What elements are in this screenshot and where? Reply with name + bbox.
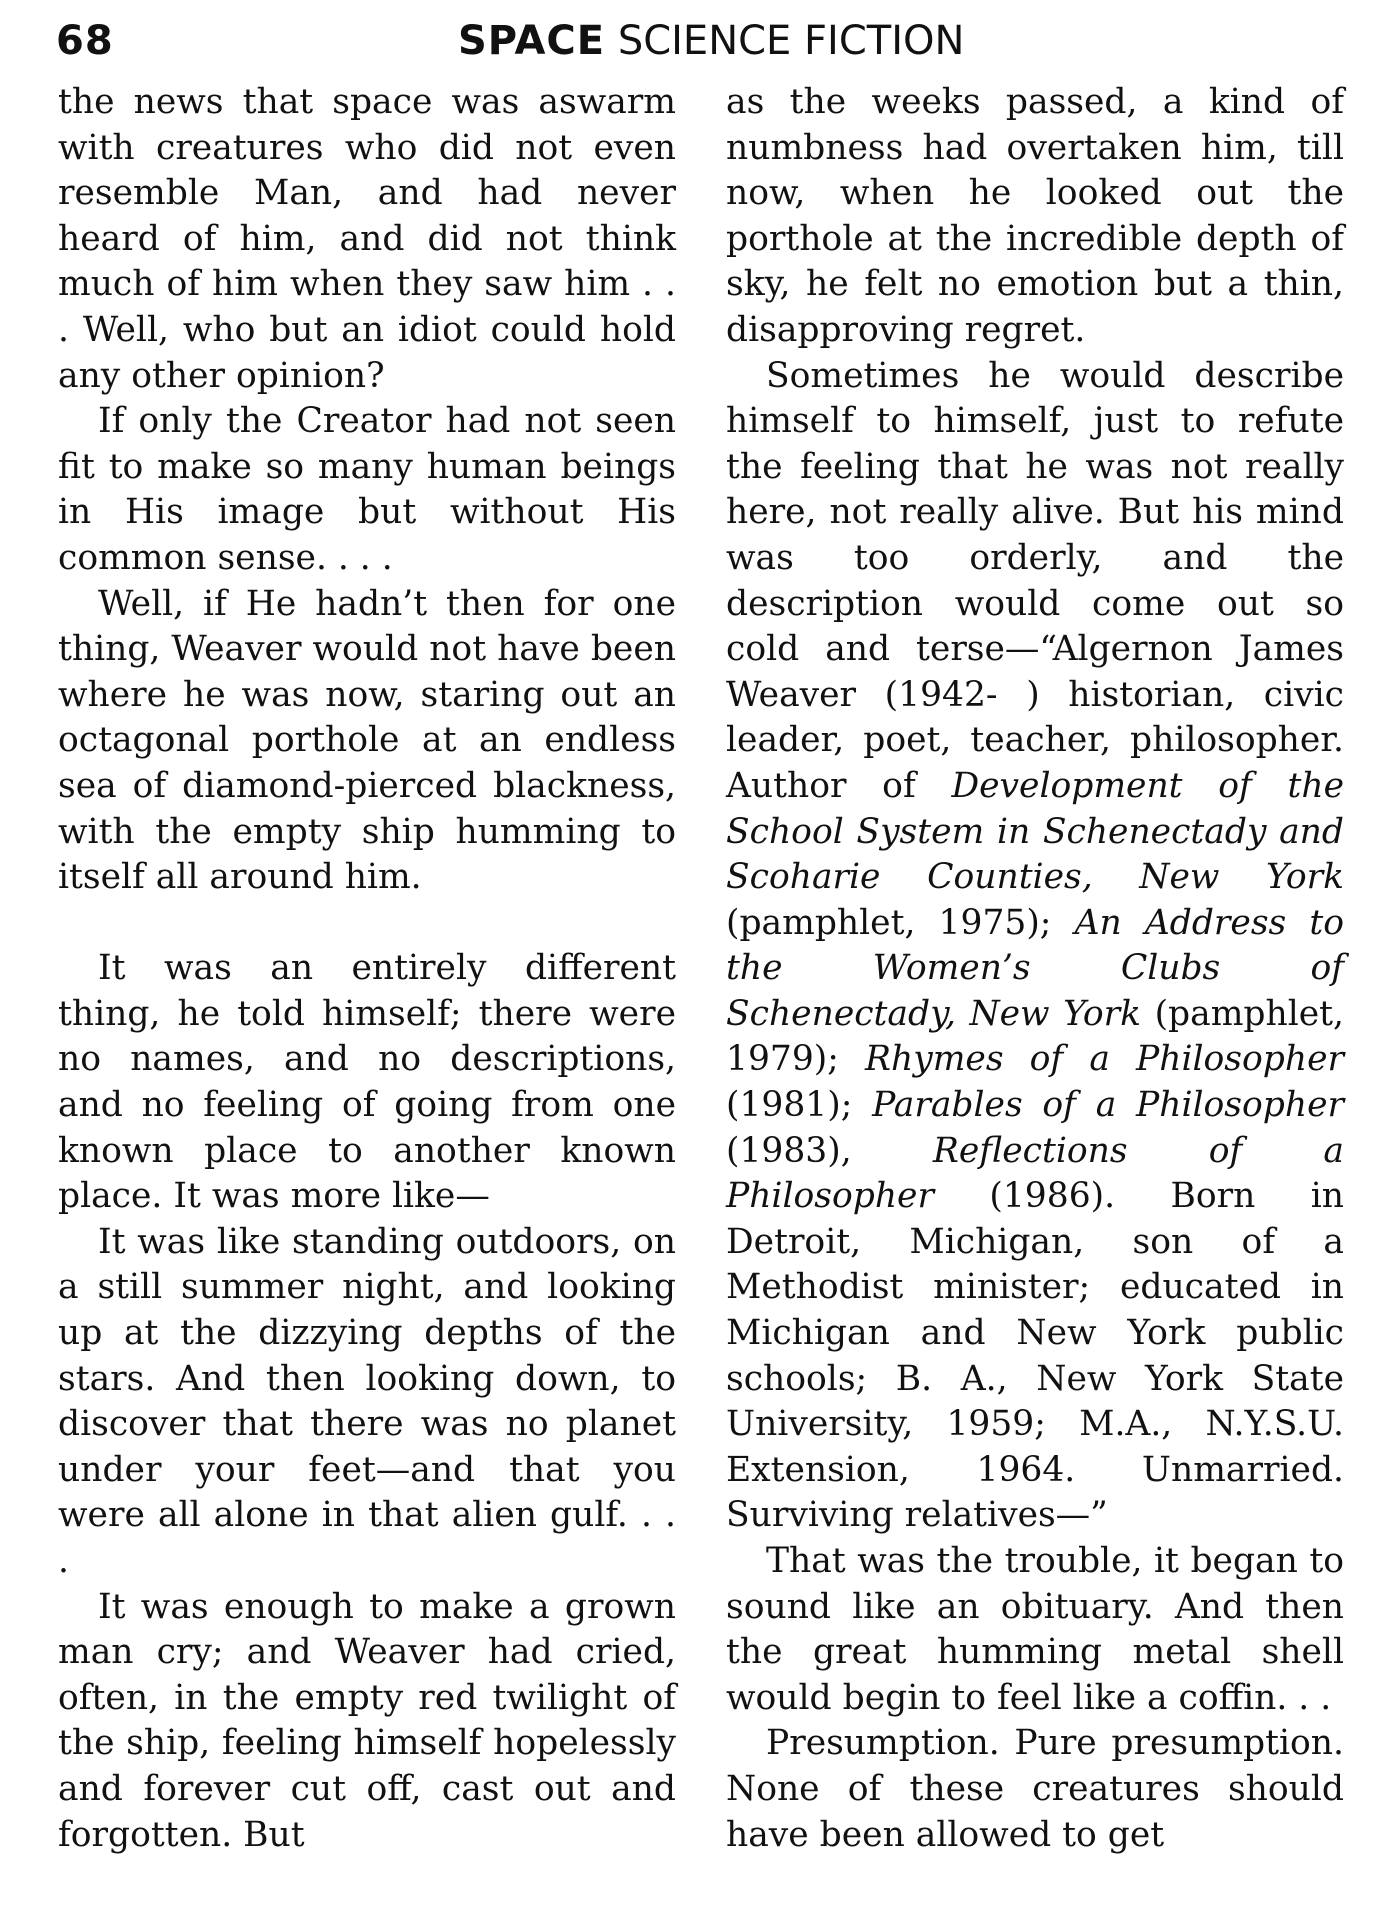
right-paragraph-3: That was the trouble, it began to sound like an obituary. And then the great humming metal shell would begin to feel like a coffin. . .	[726, 1541, 1344, 1718]
left-paragraph-2: If only the Creator had not seen fit to make so many human beings in His image but without His common sense. . . .	[58, 401, 676, 578]
bio-text: Sometimes he would describe himself to himself, just to refute the feeling that he was not really here, not really alive. But his mind was too orderly, and the description would come out so cold and terse—“Algernon James Weaver (1942- ) historian, civic leader, poet, teacher, philosopher. Author of	[726, 355, 1344, 806]
book-title-1: Development of the School System in Schenectady and Scoharie Counties, New York	[726, 765, 1344, 898]
left-paragraph-3: Well, if He hadn’t then for one thing, Weaver would not have been where he was now, staring out an octagonal porthole at an endless sea of diamond-pierced blackness, with the empty ship humming to itself all around him.	[58, 583, 676, 898]
book-title-3: Rhymes of a Philosopher	[865, 1039, 1344, 1080]
bio-text-b: (pamphlet, 1975);	[726, 902, 1075, 943]
left-paragraph-4: It was an entirely different thing, he told himself; there were no names, and no descriptions, and no feeling of going from one known place to another known place. It was more like—	[58, 948, 676, 1217]
book-title-2: An Address to the Women’s Clubs of Schenectady, New York	[726, 902, 1344, 1034]
running-title-bold: SPACE	[458, 18, 606, 64]
bio-text-f: (1986). Born in Detroit, Michigan, son of a Methodist minister; educated in Michigan and New York public schools; B. A., New York State University, 1959; M.A., N.Y.S.U. Extension, 1964. Unmarried. Surviving relatives—”	[726, 1176, 1344, 1536]
running-title	[458, 18, 964, 64]
book-title-4: Parables of a Philosopher	[872, 1085, 1344, 1126]
running-title-rest: SCIENCE FICTION	[617, 18, 965, 64]
right-paragraph-1: as the weeks passed, a kind of numbness had overtaken him, till now, when he looked out the porthole at the incredible depth of sky, he felt no emotion but a thin, disapproving regret.	[726, 82, 1344, 350]
bio-text-c: (pamphlet, 1979);	[726, 993, 1344, 1080]
right-paragraph-4: Presumption. Pure presumption. None of these creatures should have been allowed to get	[726, 1723, 1344, 1855]
left-paragraph-1: the news that space was aswarm with creatures who did not even resemble Man, and had never heard of him, and did not think much of him when they saw him . . . Well, who but an idiot could hold any other opinion?	[58, 82, 676, 396]
right-paragraph-2	[726, 354, 1344, 1539]
left-paragraph-5: It was like standing outdoors, on a still summer night, and looking up at the dizzying depths of the stars. And then looking down, to discover that there was no planet under your feet—and that you were all alone in that alien gulf. . . .	[58, 1221, 676, 1581]
book-title-5: Reflections of a Philosopher	[726, 1130, 1344, 1217]
bio-text-d: (1981);	[726, 1085, 873, 1126]
page-header	[0, 14, 1397, 70]
right-column	[726, 80, 1344, 1858]
left-column	[58, 80, 676, 1858]
left-paragraph-6: It was enough to make a grown man cry; and Weaver had cried, often, in the empty red twilight of the ship, feeling himself hopelessly and forever cut off, cast out and forgotten. But	[58, 1586, 676, 1855]
page-number: 68	[56, 18, 114, 64]
bio-text-e: (1983),	[726, 1130, 933, 1171]
